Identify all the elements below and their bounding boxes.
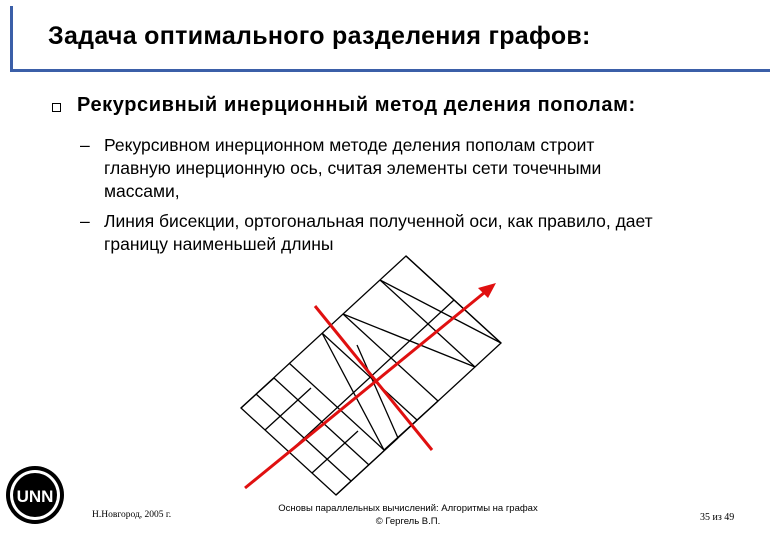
- footer-place-date: Н.Новгород, 2005 г.: [92, 510, 172, 520]
- page-number: 35 из 49: [700, 512, 735, 523]
- section-heading: Рекурсивный инерционный метод деления пополам:: [77, 94, 636, 116]
- point-1-line-1: Рекурсивном инерционном методе деления пополам строит: [104, 135, 595, 155]
- slide-title: Задача оптимального разделения графов:: [48, 22, 591, 50]
- point-1-line-2: главную инерционную ось, считая элементы сети точечными: [104, 158, 602, 178]
- dash-marker: –: [80, 135, 90, 155]
- logo-letters: UNN: [16, 487, 54, 506]
- inertia-axis: [245, 288, 490, 488]
- mesh-line: [241, 378, 274, 408]
- point-2-line-2: границу наименьшей длины: [104, 234, 334, 254]
- footer-course-title: Основы параллельных вычислений: Алгоритмы на графах: [278, 503, 538, 514]
- footer-author: © Гергель В.П.: [375, 516, 441, 527]
- mesh-line: [406, 256, 501, 343]
- footer-course: [258, 502, 558, 528]
- mesh-line: [380, 280, 475, 367]
- unn-logo-icon: [4, 464, 66, 526]
- point-1-line-3: массами,: [104, 181, 180, 201]
- bisection-line: [315, 306, 432, 450]
- dash-marker: –: [80, 211, 90, 231]
- point-2-line-1: Линия бисекции, ортогональная полученной оси, как правило, дает: [104, 211, 653, 231]
